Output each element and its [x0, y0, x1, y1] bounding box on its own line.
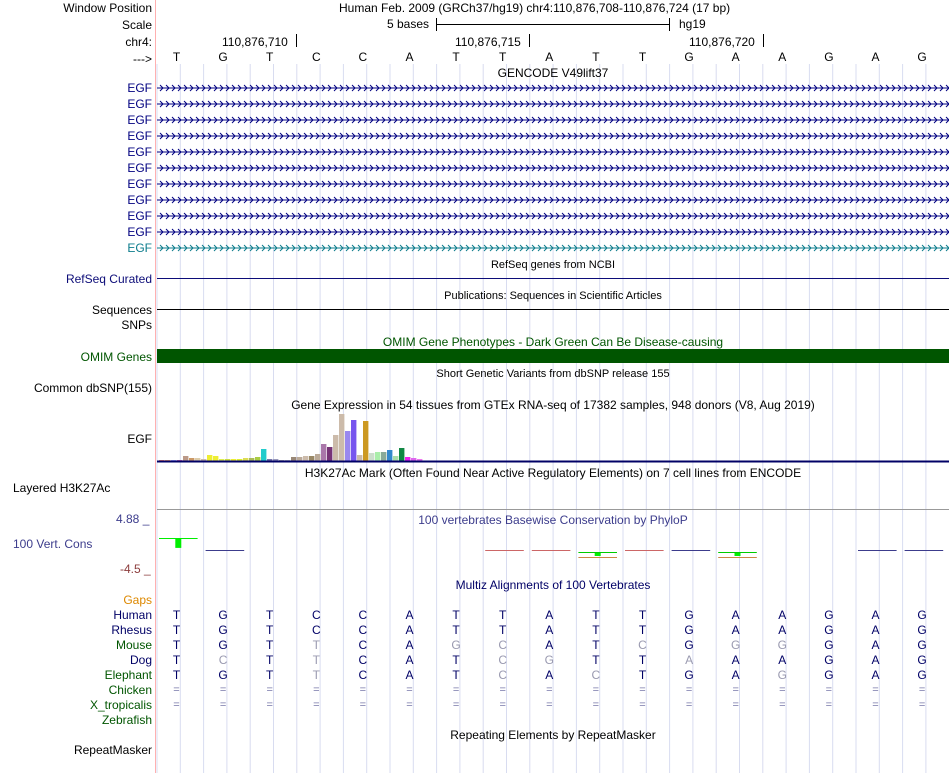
multiz-aligned-base: T	[266, 668, 274, 682]
gencode-transcript-line[interactable]	[157, 114, 949, 126]
gencode-transcript-line[interactable]	[157, 194, 949, 206]
multiz-aligned-base: G	[824, 653, 834, 667]
multiz-aligned-base: T	[638, 608, 647, 622]
gencode-transcript-line[interactable]	[157, 226, 949, 238]
multiz-aligned-base: =	[546, 699, 553, 711]
multiz-aligned-base: =	[639, 699, 646, 711]
reference-base: G	[684, 50, 694, 64]
multiz-aligned-base: A	[731, 608, 740, 622]
h3k27ac-baseline	[157, 509, 949, 510]
reference-base: G	[218, 50, 228, 64]
multiz-aligned-base: C	[638, 638, 647, 652]
multiz-aligned-base: G	[824, 623, 834, 637]
scale-db-text: hg19	[679, 17, 706, 31]
multiz-aligned-base: =	[732, 699, 739, 711]
multiz-aligned-base: T	[592, 653, 600, 667]
multiz-aligned-base: =	[452, 699, 460, 711]
multiz-species-label[interactable]: Rhesus	[111, 623, 152, 637]
ruler-tick-label: 110,876,715	[455, 35, 521, 49]
publications-sequences-label[interactable]: Sequences	[91, 303, 152, 317]
multiz-aligned-base: T	[172, 608, 181, 622]
phylop-track-title: 100 vertebrates Basewise Conservation by PhyloP	[418, 513, 688, 527]
multiz-aligned-base: A	[545, 638, 554, 652]
multiz-aligned-base: =	[452, 684, 460, 696]
multiz-aligned-base: T	[499, 608, 507, 622]
multiz-aligned-base: A	[778, 653, 787, 667]
reference-base: A	[545, 50, 554, 64]
multiz-aligned-base: A	[778, 623, 787, 637]
multiz-aligned-base: A	[685, 653, 694, 667]
ruler-tick-label: 110,876,720	[689, 35, 755, 49]
multiz-aligned-base: G	[917, 623, 927, 637]
scale-bar-right-tick	[669, 18, 670, 31]
multiz-aligned-base: T	[266, 623, 274, 637]
scale-label: Scale	[121, 18, 152, 32]
publications-line	[157, 309, 949, 310]
multiz-species-label[interactable]: X_tropicalis	[89, 698, 152, 712]
multiz-aligned-base: T	[592, 623, 600, 637]
reference-base: T	[592, 50, 600, 64]
ruler-tick-label: 110,876,710	[222, 35, 288, 49]
multiz-aligned-base: A	[871, 653, 880, 667]
gtex-tissue-bar	[405, 457, 410, 461]
reference-base: T	[638, 50, 647, 64]
omim-track-label[interactable]: OMIM Genes	[80, 350, 152, 364]
multiz-aligned-base: T	[266, 638, 274, 652]
multiz-aligned-base: G	[684, 623, 694, 637]
multiz-aligned-base: =	[685, 699, 693, 711]
reference-base: T	[499, 50, 507, 64]
multiz-aligned-base: C	[358, 623, 368, 637]
gencode-transcript-label[interactable]: EGF	[127, 145, 152, 159]
multiz-aligned-base: C	[498, 668, 508, 682]
gencode-transcript-label[interactable]: EGF	[127, 177, 152, 191]
repeatmasker-track-title: Repeating Elements by RepeatMasker	[450, 728, 656, 742]
multiz-species-label[interactable]: Dog	[129, 653, 152, 667]
gtex-track-label[interactable]: EGF	[127, 432, 152, 446]
multiz-aligned-base: A	[545, 623, 554, 637]
multiz-aligned-base: =	[592, 684, 600, 696]
multiz-aligned-base: A	[871, 638, 880, 652]
gtex-tissue-bar	[183, 456, 188, 461]
multiz-aligned-base: G	[824, 608, 834, 622]
gtex-expression-chart[interactable]	[157, 412, 949, 464]
multiz-aligned-base: =	[173, 684, 180, 696]
multiz-aligned-base: G	[917, 668, 927, 682]
omim-track-title: OMIM Gene Phenotypes - Dark Green Can Be Disease-causing	[382, 335, 724, 349]
phylop-min-label: -4.5 _	[120, 562, 151, 576]
multiz-aligned-base: A	[405, 653, 414, 667]
gencode-transcript-line[interactable]	[157, 210, 949, 222]
multiz-aligned-base: G	[824, 638, 834, 652]
dbsnp-track-title: Short Genetic Variants from dbSNP release 155	[436, 368, 670, 380]
dbsnp-track-label[interactable]: Common dbSNP(155)	[33, 381, 152, 395]
phylop-score-mark	[905, 550, 944, 551]
multiz-aligned-base: C	[358, 608, 368, 622]
multiz-aligned-base: T	[592, 638, 600, 652]
multiz-aligned-base: G	[684, 668, 694, 682]
multiz-aligned-base: A	[731, 668, 740, 682]
multiz-aligned-base: =	[779, 684, 786, 696]
multiz-aligned-base: T	[172, 638, 181, 652]
multiz-species-label[interactable]: Zebrafish	[101, 713, 152, 727]
multiz-aligned-base: C	[218, 653, 228, 667]
multiz-species-label[interactable]: Elephant	[104, 668, 152, 682]
multiz-aligned-base: =	[779, 699, 786, 711]
phylop-score-bar	[175, 538, 181, 548]
multiz-aligned-base: =	[406, 684, 413, 696]
reference-base: T	[172, 50, 181, 64]
multiz-aligned-base: T	[312, 668, 320, 682]
reference-base: G	[917, 50, 927, 64]
phylop-score-mark	[625, 550, 664, 551]
multiz-aligned-base: T	[312, 638, 320, 652]
multiz-aligned-base: T	[592, 608, 600, 622]
multiz-aligned-base: T	[172, 668, 181, 682]
gtex-tissue-bar	[321, 444, 326, 461]
multiz-aligned-base: =	[313, 699, 320, 711]
multiz-aligned-base: G	[777, 638, 787, 652]
gtex-tissue-bar	[369, 453, 374, 461]
reference-base: C	[358, 50, 368, 64]
reference-base: T	[452, 50, 460, 64]
gencode-transcript-line[interactable]	[157, 82, 949, 94]
multiz-aligned-base: T	[638, 668, 647, 682]
phylop-score-mark	[578, 557, 617, 558]
multiz-aligned-base: =	[406, 699, 413, 711]
multiz-aligned-base: A	[545, 608, 554, 622]
gencode-transcript-label[interactable]: EGF	[127, 193, 152, 207]
gencode-transcript-line[interactable]	[157, 242, 949, 254]
window-position-label: Window Position	[63, 1, 152, 15]
ruler-tick	[763, 34, 764, 47]
gtex-tissue-bar	[357, 455, 362, 461]
multiz-aligned-base: G	[731, 638, 741, 652]
reference-base: A	[405, 50, 414, 64]
gtex-tissue-bar	[345, 431, 350, 461]
multiz-aligned-base: G	[218, 638, 228, 652]
gencode-transcript-line[interactable]	[157, 178, 949, 190]
multiz-aligned-base: =	[266, 684, 273, 696]
multiz-aligned-base: G	[824, 668, 834, 682]
multiz-aligned-base: A	[545, 668, 554, 682]
multiz-aligned-base: T	[638, 623, 647, 637]
multiz-species-label[interactable]: Chicken	[108, 683, 152, 697]
gtex-tissue-bar	[309, 456, 314, 461]
multiz-aligned-base: =	[219, 699, 227, 711]
gtex-tissue-bar	[333, 435, 338, 461]
multiz-aligned-base: =	[918, 684, 926, 696]
gtex-tissue-bar	[255, 457, 260, 461]
reference-base: G	[824, 50, 834, 64]
gtex-tissue-bar	[351, 420, 356, 461]
gaps-label: Gaps	[123, 593, 152, 607]
gtex-tissue-bar	[207, 455, 212, 461]
multiz-aligned-base: =	[219, 684, 227, 696]
chrom-label: chr4:	[125, 35, 152, 49]
multiz-aligned-base: =	[499, 684, 506, 696]
phylop-max-label: 4.88 _	[116, 512, 150, 526]
reference-base: A	[871, 50, 880, 64]
phylop-score-mark	[578, 552, 617, 553]
multiz-aligned-base: =	[825, 699, 833, 711]
gencode-transcript-label[interactable]: EGF	[127, 97, 152, 111]
gtex-tissue-bar	[339, 414, 344, 461]
gtex-tissue-bar	[213, 456, 218, 461]
multiz-aligned-base: G	[917, 608, 927, 622]
multiz-aligned-base: =	[918, 699, 926, 711]
multiz-aligned-base: G	[917, 638, 927, 652]
gencode-transcript-label[interactable]: EGF	[127, 161, 152, 175]
phylop-score-mark	[206, 550, 245, 551]
multiz-aligned-base: A	[778, 608, 787, 622]
multiz-aligned-base: =	[825, 684, 833, 696]
multiz-aligned-base: T	[452, 668, 460, 682]
phylop-score-mark	[718, 557, 757, 558]
multiz-species-label[interactable]: Human	[113, 608, 152, 622]
multiz-aligned-base: C	[358, 668, 368, 682]
reference-base: A	[731, 50, 740, 64]
multiz-aligned-base: A	[405, 668, 414, 682]
phylop-score-mark	[858, 550, 897, 551]
refseq-track-title: RefSeq genes from NCBI	[490, 259, 616, 271]
multiz-aligned-base: T	[172, 623, 181, 637]
multiz-aligned-base: A	[871, 668, 880, 682]
multiz-aligned-base: T	[312, 653, 320, 667]
multiz-aligned-base: T	[452, 623, 460, 637]
multiz-aligned-base: =	[592, 699, 600, 711]
multiz-aligned-base: G	[218, 623, 228, 637]
h3k27ac-track-title: H3K27Ac Mark (Often Found Near Active Regulatory Elements) on 7 cell lines from ENCODE	[304, 466, 802, 480]
gtex-tissue-bar	[387, 450, 392, 461]
gtex-tissue-bar	[363, 421, 368, 461]
phylop-score-mark	[485, 550, 524, 551]
gtex-tissue-bar	[297, 457, 302, 461]
multiz-species-label[interactable]: Mouse	[115, 638, 152, 652]
multiz-aligned-base: A	[871, 623, 880, 637]
ruler-tick	[296, 34, 297, 47]
phylop-score-mark	[718, 552, 757, 553]
multiz-aligned-base: =	[546, 684, 553, 696]
gtex-tissue-bar	[315, 454, 320, 461]
gtex-tissue-bar	[381, 452, 386, 461]
multiz-aligned-base: G	[451, 638, 461, 652]
omim-gene-bar[interactable]	[157, 349, 949, 363]
gtex-tissue-bar	[261, 449, 266, 461]
gencode-transcript-line[interactable]	[157, 162, 949, 174]
gencode-transcript-label[interactable]: EGF	[127, 81, 152, 95]
gtex-tissue-bar	[375, 452, 380, 461]
gtex-tissue-bar	[327, 447, 332, 461]
gencode-transcript-label[interactable]: EGF	[127, 241, 152, 255]
publications-track-title: Publications: Sequences in Scientific Articles	[444, 290, 662, 302]
multiz-aligned-base: =	[685, 684, 693, 696]
phylop-track-label[interactable]: 100 Vert. Cons	[13, 537, 93, 551]
gencode-transcript-line[interactable]	[157, 98, 949, 110]
multiz-aligned-base: =	[359, 684, 367, 696]
multiz-aligned-base: =	[732, 684, 739, 696]
multiz-aligned-base: A	[731, 623, 740, 637]
refseq-track-label[interactable]: RefSeq Curated	[65, 272, 152, 286]
multiz-aligned-base: T	[452, 608, 460, 622]
multiz-aligned-base: T	[499, 623, 507, 637]
gencode-track-title: GENCODE V49lift37	[497, 66, 609, 80]
phylop-score-mark	[532, 550, 571, 551]
multiz-aligned-base: A	[731, 653, 740, 667]
multiz-aligned-base: G	[218, 608, 228, 622]
scale-bases-text: 5 bases	[387, 17, 430, 31]
ruler-tick	[529, 34, 530, 47]
multiz-aligned-base: T	[452, 653, 460, 667]
multiz-aligned-base: C	[358, 653, 368, 667]
multiz-aligned-base: G	[777, 668, 787, 682]
multiz-aligned-base: T	[266, 608, 274, 622]
phylop-conservation-chart[interactable]	[157, 528, 949, 568]
multiz-aligned-base: C	[498, 638, 508, 652]
multiz-aligned-base: C	[498, 653, 508, 667]
snps-track-label[interactable]: SNPs	[121, 318, 152, 332]
multiz-aligned-base: =	[359, 699, 367, 711]
multiz-aligned-base: C	[591, 668, 601, 682]
multiz-aligned-base: G	[544, 653, 554, 667]
multiz-aligned-base: =	[872, 684, 879, 696]
multiz-aligned-base: T	[266, 653, 274, 667]
gencode-transcript-line[interactable]	[157, 130, 949, 142]
multiz-aligned-base: T	[638, 653, 647, 667]
reference-base: T	[266, 50, 274, 64]
gencode-transcript-label[interactable]: EGF	[127, 209, 152, 223]
multiz-aligned-base: T	[172, 653, 181, 667]
multiz-aligned-base: =	[872, 699, 879, 711]
reference-base: C	[311, 50, 321, 64]
multiz-aligned-base: G	[684, 608, 694, 622]
gtex-track-title: Gene Expression in 54 tissues from GTEx RNA-seq of 17382 samples, 948 donors (V8, Aug 2019)	[291, 398, 815, 412]
multiz-aligned-base: C	[311, 623, 321, 637]
multiz-aligned-base: =	[266, 699, 273, 711]
multiz-aligned-base: C	[358, 638, 368, 652]
multiz-aligned-base: A	[405, 623, 414, 637]
gtex-tissue-bar	[291, 457, 296, 461]
gtex-tissue-bar	[393, 456, 398, 461]
repeatmasker-track-label[interactable]: RepeatMasker	[73, 743, 152, 757]
gtex-tissue-bar	[303, 456, 308, 461]
assembly-position-text: Human Feb. 2009 (GRCh37/hg19) chr4:110,876,708-110,876,724 (17 bp)	[339, 1, 731, 15]
gencode-transcript-label[interactable]: EGF	[127, 129, 152, 143]
multiz-aligned-base: C	[311, 608, 321, 622]
multiz-aligned-base: =	[499, 699, 506, 711]
multiz-track-title: Multiz Alignments of 100 Vertebrates	[455, 578, 651, 592]
refseq-gene-line[interactable]	[157, 278, 949, 279]
reference-base: A	[778, 50, 787, 64]
gtex-tissue-bar	[399, 448, 404, 461]
multiz-aligned-base: G	[218, 668, 228, 682]
h3k27ac-track-label[interactable]: Layered H3K27Ac	[13, 481, 111, 495]
gencode-transcript-label[interactable]: EGF	[127, 225, 152, 239]
multiz-aligned-base: A	[405, 638, 414, 652]
gencode-transcript-label[interactable]: EGF	[127, 113, 152, 127]
multiz-aligned-base: G	[917, 653, 927, 667]
multiz-aligned-base: A	[871, 608, 880, 622]
multiz-aligned-base: =	[313, 684, 320, 696]
phylop-score-mark	[672, 550, 711, 551]
multiz-aligned-base: =	[173, 699, 180, 711]
scale-bar	[436, 24, 669, 25]
multiz-aligned-base: =	[639, 684, 646, 696]
multiz-aligned-base: G	[684, 638, 694, 652]
multiz-aligned-base: A	[405, 608, 414, 622]
strand-arrow-label: --->	[133, 52, 152, 66]
gencode-transcript-line[interactable]	[157, 146, 949, 158]
